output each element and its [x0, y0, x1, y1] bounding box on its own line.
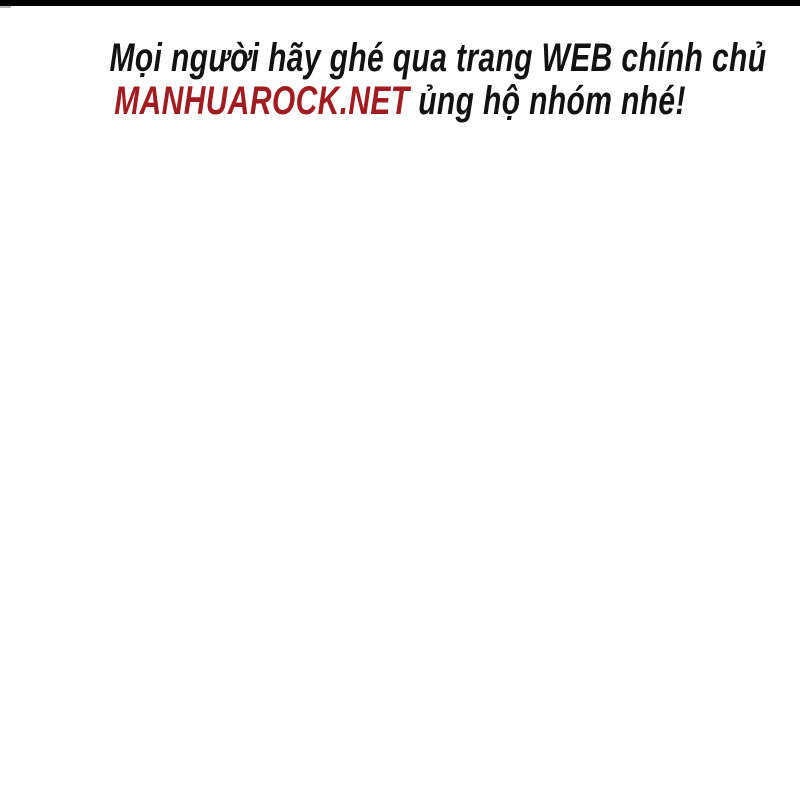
notice-line-1-text: Mọi người hãy ghé qua trang WEB chính chủ	[109, 36, 767, 80]
notice-line-1	[0, 37, 800, 80]
notice-line-2-text	[114, 80, 686, 123]
scan-smudge-artifact	[0, 6, 11, 8]
notice-line-2-message: ủng hộ nhóm nhé!	[409, 79, 686, 123]
site-name-text: MANHUAROCK.NET	[114, 79, 410, 123]
blank-page-area	[0, 130, 800, 800]
credit-notice	[0, 37, 800, 123]
notice-line-2	[0, 80, 800, 123]
top-border-bar	[0, 0, 800, 6]
